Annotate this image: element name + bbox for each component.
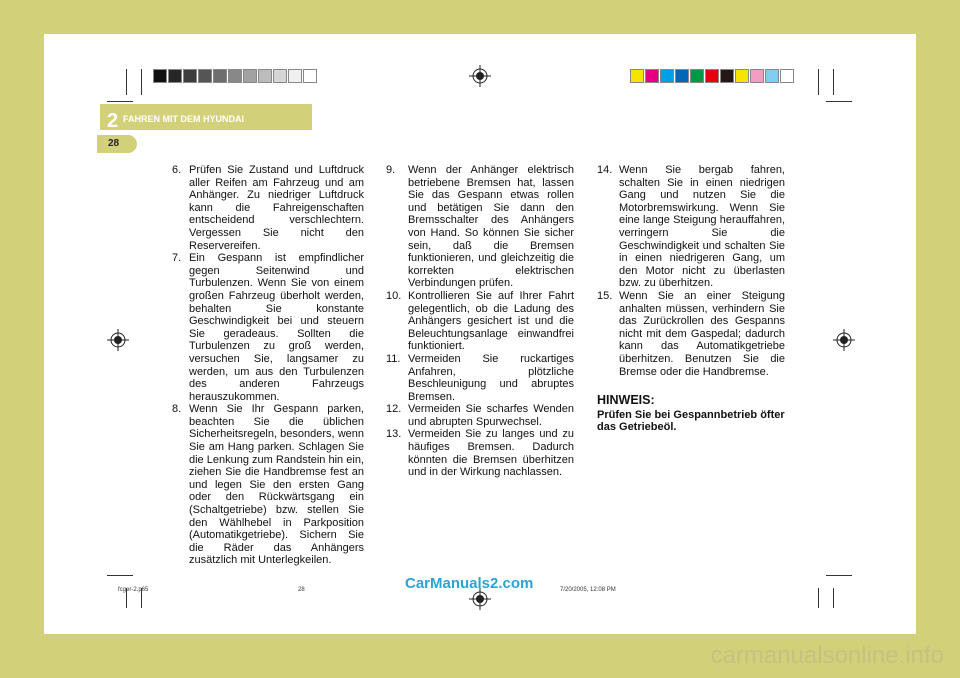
color-swatch — [168, 69, 182, 83]
registration-mark-icon — [469, 65, 491, 87]
color-swatch — [690, 69, 704, 83]
color-swatch — [228, 69, 242, 83]
color-swatch — [645, 69, 659, 83]
note-title: HINWEIS: — [597, 393, 655, 408]
chapter-title: FAHREN MIT DEM HYUNDAI — [123, 114, 244, 124]
color-swatch — [213, 69, 227, 83]
color-swatch — [780, 69, 794, 83]
color-swatch — [303, 69, 317, 83]
list-item: 9. Wenn der Anhänger elektrisch betriebene Bremsen hat, lassen Sie das Gespann etwas rollen und betätigen Sie dann den Bremsschalter des Anhängers von Hand. So können Sie sicher sein, daß die Bremsen funktionieren, und gleichzeitig die korrekten elektrischen Verbindungen prüfen. — [386, 164, 574, 290]
color-swatch — [273, 69, 287, 83]
watermark-logo[interactable]: CarManuals2.com — [405, 575, 534, 592]
color-swatch — [765, 69, 779, 83]
registration-mark-icon — [107, 329, 129, 351]
list-item-text: Kontrollieren Sie auf Ihrer Fahrt gelegentlich, ob die Ladung des Anhängers gesichert ist und die Beleuchtungsanlage einwandfrei funktioniert. — [408, 289, 574, 353]
list-item: 14. Wenn Sie bergab fahren, schalten Sie in einen niedrigen Gang und nutzen Sie die Motorbremswirkung. Wenn Sie eine lange Steigung herauffahren, verringern Sie die Geschwindigkeit und schalten Sie in einen niedrigeren Gang, um den Motor nicht zu überlasten bzw. zu überhitzen. — [597, 164, 785, 290]
list-item-text: Wenn Sie an einer Steigung anhalten müssen, verhindern Sie das Zurückrollen des Gespanns nicht mit dem Gaspedal; dadurch kann das Automatikgetriebe überhitzen. Benutzen Sie die Bremse oder die Handbremse. — [619, 289, 785, 378]
color-swatch — [153, 69, 167, 83]
color-swatch — [243, 69, 257, 83]
list-item: 8. Wenn Sie Ihr Gespann parken, beachten Sie die üblichen Sicherheitsregeln, besonders, wenn Sie am Hang parken. Schlagen Sie die Lenkung zum Randstein hin ein, ziehen Sie die Handbremse fest an und legen Sie den ersten Gang oder den Rückwärtsgang ein (Schaltgetriebe) bzw. stellen Sie den Wählhebel in Parkposition (Automatikgetriebe). Sichern Sie die Räder das Anhängers zusätzlich mit Unterlegkeilen. — [172, 403, 364, 567]
color-swatch — [258, 69, 272, 83]
list-item-text: Vermeiden Sie scharfes Wenden und abrupten Spurwechsel. — [408, 403, 574, 428]
color-swatch — [288, 69, 302, 83]
registration-mark-icon — [833, 329, 855, 351]
color-swatch — [720, 69, 734, 83]
list-item-text: Ein Gespann ist empfindlicher gegen Seitenwind und Turbulenzen. Wenn Sie von einem großen Fahrzeug überholt werden, behalten Sie konstante Geschwindigkeit bei und steuern Sie geradeaus. Sollten die Turbulenzen zu groß werden, versuchen Sie, langsamer zu werden, um aus den Turbulenzen des anderen Fahrzeugs herauszukommen. — [189, 252, 364, 403]
list-item: 10. Kontrollieren Sie auf Ihrer Fahrt gelegentlich, ob die Ladung des Anhängers gesichert ist und die Beleuchtungsanlage einwandfrei funktioniert. — [386, 289, 574, 353]
color-swatch — [750, 69, 764, 83]
color-swatch — [675, 69, 689, 83]
color-swatch — [660, 69, 674, 83]
page-number: 28 — [108, 138, 120, 149]
list-item-text: Wenn der Anhänger elektrisch betriebene Bremsen hat, lassen Sie das Gespann etwas rollen und betätigen Sie dann den Bremsschalter des Anhängers von Hand. So können Sie sicher sein, daß die Bremsen funktionieren, und gleichzeitig die korrekten elektrischen Verbindungen prüfen. — [408, 164, 574, 290]
color-swatch — [630, 69, 644, 83]
list-item: 11. Vermeiden Sie ruckartiges Anfahren, plötzliche Beschleunigung und abruptes Bremsen. — [386, 352, 574, 403]
list-item: 15. Wenn Sie an einer Steigung anhalten müssen, verhindern Sie das Zurückrollen des Gespanns nicht mit dem Gaspedal; dadurch kann das Automatikgetriebe überhitzen. Benutzen Sie die Bremse oder die Handbremse. — [597, 289, 785, 378]
color-calibration-bar — [630, 69, 795, 83]
list-item: 12. Vermeiden Sie scharfes Wenden und abrupten Spurwechsel. — [386, 403, 574, 428]
chapter-number: 2 — [107, 110, 119, 132]
footer-date: 7/20/2005, 12:08 PM — [560, 587, 616, 593]
footer-file-name: fcger-2.p65 — [118, 587, 149, 593]
footer-page-number: 28 — [298, 587, 305, 593]
color-swatch — [183, 69, 197, 83]
list-item-text: Wenn Sie Ihr Gespann parken, beachten Sie die üblichen Sicherheitsregeln, besonders, wenn Sie am Hang parken. Schlagen Sie die Lenkung zum Randstein hin ein, ziehen Sie die Handbremse fest an und legen Sie den ersten Gang oder den Rückwärtsgang ein (Schaltgetriebe) bzw. stellen Sie den Wählhebel in Parkposition (Automatikgetriebe). Sichern Sie die Räder das Anhängers zusätzlich mit Unterlegkeilen. — [189, 403, 364, 567]
note-text: Prüfen Sie bei Gespannbetrieb öfter das Getriebeöl. — [597, 408, 785, 434]
list-item: 13. Vermeiden Sie zu langes und zu häufiges Bremsen. Dadurch könnten die Bremsen überhitzen und in der Wirkung nachlassen. — [386, 428, 574, 479]
site-url-banner — [0, 634, 960, 678]
site-url[interactable]: carmanualsonline.info — [710, 642, 944, 669]
list-item-text: Vermeiden Sie ruckartiges Anfahren, plötzliche Beschleunigung und abruptes Bremsen. — [408, 352, 574, 403]
color-swatch — [198, 69, 212, 83]
list-item-text: Vermeiden Sie zu langes und zu häufiges Bremsen. Dadurch könnten die Bremsen überhitzen und in der Wirkung nachlassen. — [408, 428, 574, 479]
text-column-2 — [386, 164, 574, 479]
color-swatch — [705, 69, 719, 83]
gray-calibration-bar — [153, 69, 318, 83]
text-column-3 — [597, 164, 785, 434]
color-swatch — [735, 69, 749, 83]
list-item: 6. Prüfen Sie Zustand und Luftdruck aller Reifen am Fahrzeug und am Anhänger. Zu niedriger Luftdruck kann die Fahreigenschaften entscheidend verschlechtern. Vergessen Sie nicht den Reservereifen. — [172, 164, 364, 252]
text-column-1 — [172, 164, 364, 567]
list-item: 7. Ein Gespann ist empfindlicher gegen Seitenwind und Turbulenzen. Wenn Sie von einem großen Fahrzeug überholt werden, behalten Sie konstante Geschwindigkeit bei und steuern Sie geradeaus. Sollten die Turbulenzen zu groß werden, versuchen Sie, langsamer zu werden, um aus den Turbulenzen des anderen Fahrzeugs herauszukommen. — [172, 252, 364, 403]
list-item-text: Wenn Sie bergab fahren, schalten Sie in einen niedrigen Gang und nutzen Sie die Motorbremswirkung. Wenn Sie eine lange Steigung herauffahren, verringern Sie die Geschwindigkeit und schalten Sie in einen niedrigeren Gang, um den Motor nicht zu überlasten bzw. zu überhitzen. — [619, 164, 785, 290]
list-item-text: Prüfen Sie Zustand und Luftdruck aller Reifen am Fahrzeug und am Anhänger. Zu niedriger Luftdruck kann die Fahreigenschaften entscheidend verschlechtern. Vergessen Sie nicht den Reservereifen. — [189, 164, 364, 252]
